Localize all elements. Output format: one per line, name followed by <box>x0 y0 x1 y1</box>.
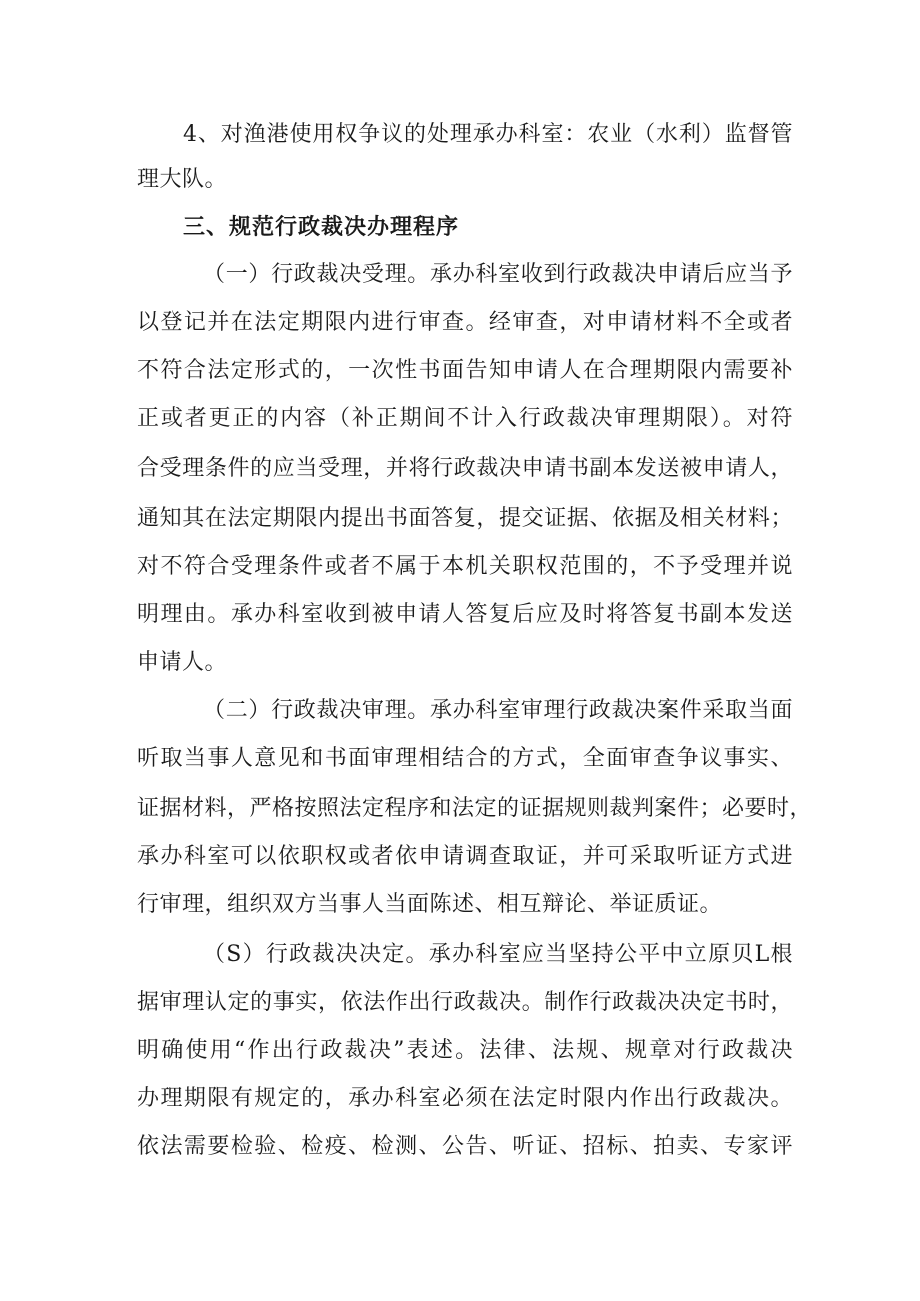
para-2-line-3: 证据材料，严格按照法定程序和法定的证据规则裁判案件；必要时， <box>137 796 813 821</box>
para-3-line-1: （S）行政裁决决定。承办科室应当坚持公平中立原贝L根 <box>203 942 793 967</box>
para-2-line-1: （二）行政裁决审理。承办科室审理行政裁决案件采取当面 <box>203 698 793 723</box>
para-2-line-4: 承办科室可以依职权或者依申请调查取证，并可采取听证方式进 <box>137 844 793 869</box>
para-3-line-4: 办理期限有规定的，承办科室必须在法定时限内作出行政裁决。 <box>137 1086 793 1111</box>
para-1-line-3: 不符合法定形式的，一次性书面告知申请人在合理期限内需要补 <box>137 358 793 383</box>
para-3-line-3: 明确使用“作出行政裁决”表述。法律、法规、规章对行政裁决 <box>137 1038 793 1063</box>
para-1-line-6: 通知其在法定期限内提出书面答复，提交证据、依据及相关材料； <box>137 506 793 531</box>
section-heading: 三、规范行政裁决办理程序 <box>183 215 460 240</box>
item-4-line-1: 4、对渔港使用权争议的处理承办科室：农业（水利）监督管 <box>183 122 793 147</box>
para-1-line-1: （一）行政裁决受理。承办科室收到行政裁决申请后应当予 <box>203 262 793 287</box>
para-3-line-5: 依法需要检验、检疫、检测、公告、听证、招标、拍卖、专家评 <box>137 1134 793 1159</box>
para-1-line-7: 对不符合受理条件或者不属于本机关职权范围的，不予受理并说 <box>137 554 793 579</box>
para-1-line-5: 合受理条件的应当受理，并将行政裁决申请书副本发送被申请人， <box>137 456 793 481</box>
para-1-line-2: 以登记并在法定期限内进行审查。经审查，对申请材料不全或者 <box>137 310 793 335</box>
para-1-line-9: 申请人。 <box>137 650 228 675</box>
item-4-line-2: 理大队。 <box>137 167 228 192</box>
para-1-line-4: 正或者更正的内容（补正期间不计入行政裁决审理期限）。对符 <box>137 406 793 431</box>
para-2-line-2: 听取当事人意见和书面审理相结合的方式，全面审查争议事实、 <box>137 746 793 771</box>
para-1-line-8: 明理由。承办科室收到被申请人答复后应及时将答复书副本发送 <box>137 602 793 627</box>
para-2-line-5: 行审理，组织双方当事人当面陈述、相互辩论、举证质证。 <box>137 892 723 917</box>
para-3-line-2: 据审理认定的事实，依法作出行政裁决。制作行政裁决决定书时， <box>137 990 793 1015</box>
